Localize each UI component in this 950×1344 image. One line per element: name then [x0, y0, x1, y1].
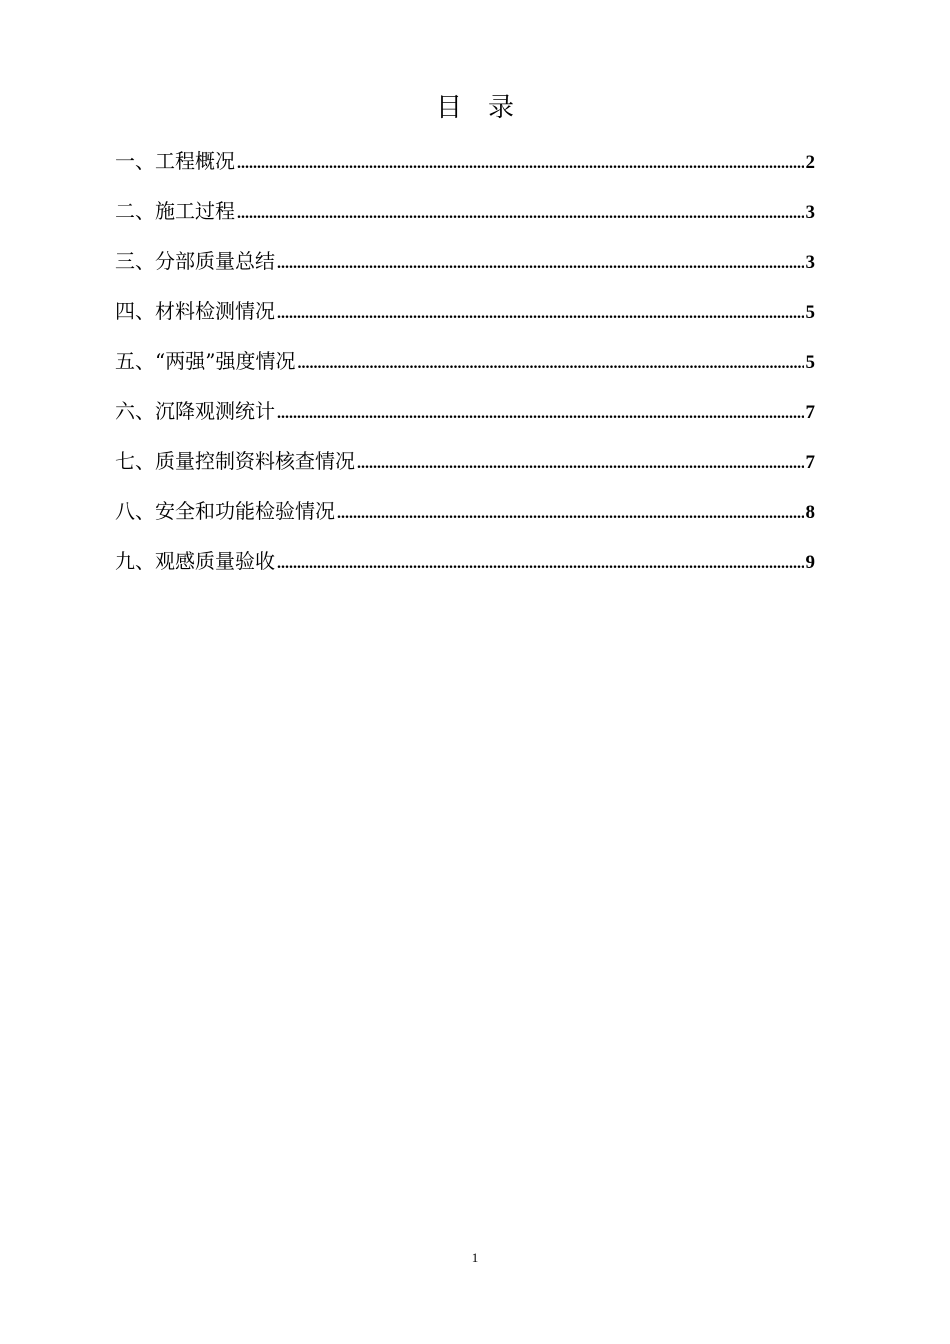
toc-entry-label: 三、分部质量总结 [115, 249, 275, 273]
toc-entry-label: 一、工程概况 [115, 149, 235, 173]
toc-entry-page: 7 [805, 402, 815, 423]
toc-entry-page: 7 [805, 452, 815, 473]
toc-entry-label: 七、质量控制资料核查情况 [115, 449, 355, 473]
toc-entry-label: 四、材料检测情况 [115, 299, 275, 323]
toc-entry[interactable] [115, 195, 815, 245]
toc-entry-label: 五、“两强”强度情况 [115, 349, 296, 373]
toc-entry[interactable] [115, 395, 815, 445]
toc-entry-label: 九、观感质量验收 [115, 549, 275, 573]
toc-entry[interactable] [115, 295, 815, 345]
toc-entry[interactable] [115, 495, 815, 545]
toc-leader-dots [277, 248, 804, 280]
toc-entry-page: 9 [805, 552, 815, 573]
toc-entry[interactable] [115, 345, 815, 395]
toc-entry-page: 5 [805, 302, 815, 323]
toc-entry-label: 六、沉降观测统计 [115, 399, 275, 423]
toc-entry-page: 2 [805, 152, 815, 173]
toc-leader-dots [337, 498, 804, 530]
toc-leader-dots [297, 348, 803, 380]
page-title: 目录 [435, 93, 540, 123]
toc-entry[interactable] [115, 145, 815, 195]
toc-leader-dots [277, 548, 804, 580]
toc-entry[interactable] [115, 445, 815, 495]
footer-page-number: 1 [471, 1250, 479, 1265]
toc-entry-page: 5 [805, 352, 815, 373]
toc-entry-label: 二、施工过程 [115, 199, 235, 223]
toc-entry-label: 八、安全和功能检验情况 [115, 499, 335, 523]
toc-leader-dots [357, 448, 804, 480]
toc-entry[interactable] [115, 245, 815, 295]
toc-entry-page: 3 [805, 202, 815, 223]
toc-leader-dots [277, 298, 804, 330]
toc-leader-dots [277, 398, 804, 430]
table-of-contents [115, 145, 815, 595]
toc-leader-dots [237, 148, 804, 180]
toc-entry[interactable] [115, 545, 815, 595]
toc-entry-page: 3 [805, 252, 815, 273]
toc-leader-dots [237, 198, 804, 230]
toc-entry-page: 8 [805, 502, 815, 523]
